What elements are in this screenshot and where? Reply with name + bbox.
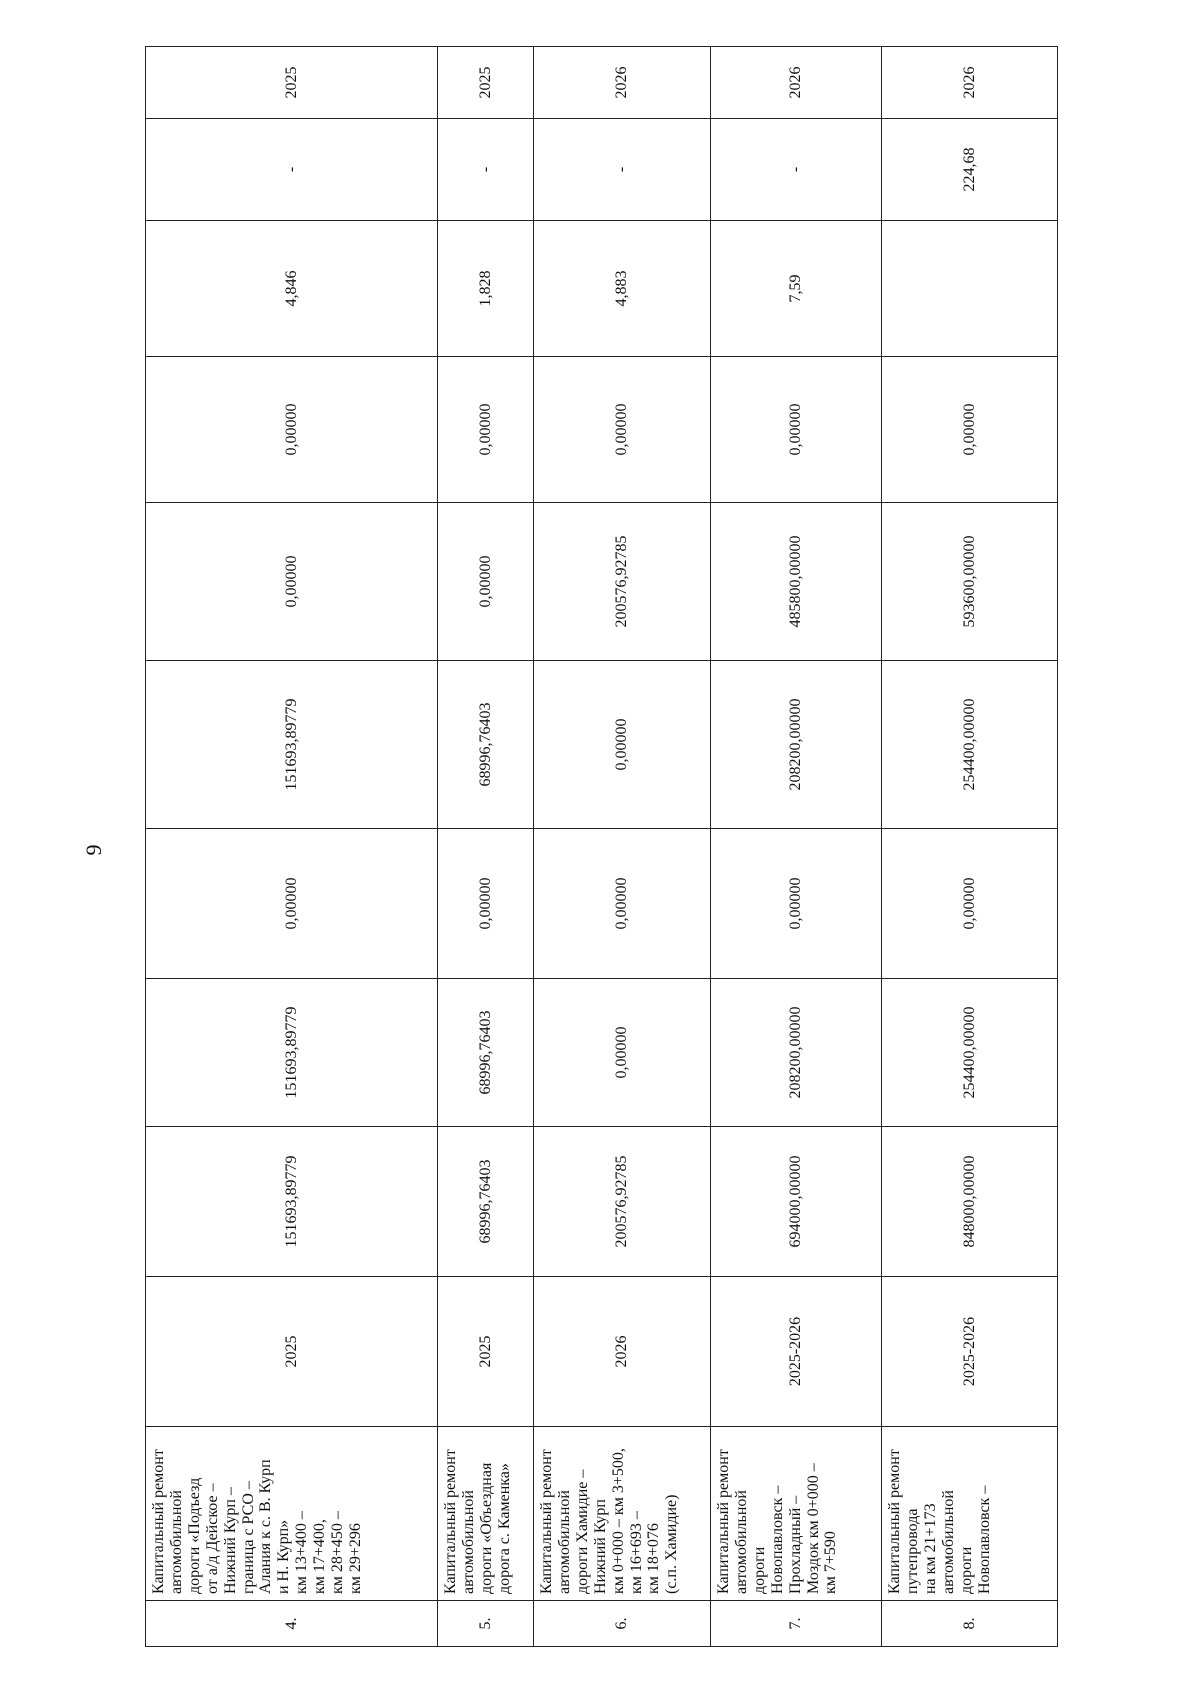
cost-cell: 485800,00000 (711, 503, 882, 661)
cost-cell: 151693,89779 (146, 661, 438, 829)
rotated-table-wrapper (145, 47, 1057, 1647)
cost-cell: 0,00000 (438, 829, 534, 979)
cost-cell: 0,00000 (711, 357, 882, 503)
cost-cell: 68996,76403 (438, 661, 534, 829)
extra-cell: - (534, 119, 711, 221)
length-cell (882, 221, 1058, 357)
extra-cell: - (438, 119, 534, 221)
year-end-cell: 2025 (438, 47, 534, 119)
object-name: Капитальный ремонт путепровода на км 21+173 автомобильной дороги Новопавловск – (882, 1427, 1058, 1601)
extra-cell: - (146, 119, 438, 221)
object-name: Капитальный ремонт автомобильной дороги «Объездная дорога с. Каменка» (438, 1427, 534, 1601)
year-end-cell: 2026 (711, 47, 882, 119)
cost-cell: 0,00000 (534, 829, 711, 979)
length-cell: 7,59 (711, 221, 882, 357)
cost-cell: 0,00000 (534, 661, 711, 829)
extra-cell: 224,68 (882, 119, 1058, 221)
years-cell: 2025 (146, 1277, 438, 1427)
page-number: 9 (81, 844, 106, 856)
cost-cell: 0,00000 (882, 829, 1058, 979)
length-cell: 4,846 (146, 221, 438, 357)
cost-cell: 0,00000 (438, 503, 534, 661)
table-row (882, 47, 1058, 1647)
cost-cell: 208200,00000 (711, 979, 882, 1127)
cost-cell: 0,00000 (146, 357, 438, 503)
cost-cell: 0,00000 (534, 979, 711, 1127)
cost-cell: 0,00000 (711, 829, 882, 979)
cost-cell: 0,00000 (146, 829, 438, 979)
row-number: 5. (438, 1601, 534, 1647)
cost-cell: 151693,89779 (146, 979, 438, 1127)
total-cost-cell: 68996,76403 (438, 1127, 534, 1277)
years-cell: 2026 (534, 1277, 711, 1427)
length-cell: 1,828 (438, 221, 534, 357)
row-number: 7. (711, 1601, 882, 1647)
cost-cell: 0,00000 (146, 503, 438, 661)
cost-cell: 200576,92785 (534, 503, 711, 661)
years-cell: 2025 (438, 1277, 534, 1427)
repair-objects-table (145, 46, 1058, 1647)
year-end-cell: 2026 (534, 47, 711, 119)
object-name: Капитальный ремонт автомобильной дороги Новопавловск – Прохладный – Моздок км 0+000 – км 7+590 (711, 1427, 882, 1601)
cost-cell: 593600,00000 (882, 503, 1058, 661)
year-end-cell: 2026 (882, 47, 1058, 119)
total-cost-cell: 151693,89779 (146, 1127, 438, 1277)
cost-cell: 0,00000 (534, 357, 711, 503)
year-end-cell: 2025 (146, 47, 438, 119)
cost-cell: 68996,76403 (438, 979, 534, 1127)
length-cell: 4,883 (534, 221, 711, 357)
cost-cell: 208200,00000 (711, 661, 882, 829)
extra-cell: - (711, 119, 882, 221)
cost-cell: 0,00000 (438, 357, 534, 503)
row-number: 4. (146, 1601, 438, 1647)
cost-cell: 254400,00000 (882, 979, 1058, 1127)
total-cost-cell: 848000,00000 (882, 1127, 1058, 1277)
table-row (534, 47, 711, 1647)
years-cell: 2025-2026 (882, 1277, 1058, 1427)
years-cell: 2025-2026 (711, 1277, 882, 1427)
cost-cell: 0,00000 (882, 357, 1058, 503)
row-number: 6. (534, 1601, 711, 1647)
row-number: 8. (882, 1601, 1058, 1647)
total-cost-cell: 200576,92785 (534, 1127, 711, 1277)
table-row (438, 47, 534, 1647)
object-name: Капитальный ремонт автомобильной дороги Хамидие – Нижний Курп км 0+000 – км 3+500, км 16+693 – км 18+076 (с.п. Хамидие) (534, 1427, 711, 1601)
total-cost-cell: 694000,00000 (711, 1127, 882, 1277)
table-row (711, 47, 882, 1647)
object-name: Капитальный ремонт автомобильной дороги «Подъезд от а/д Дейское – Нижний Курп – граница с РСО – Алания к с. В. Курп и Н. Курп» км 13+400 – км 17+400, км 28+450 – км 29+296 (146, 1427, 438, 1601)
cost-cell: 254400,00000 (882, 661, 1058, 829)
table-row (146, 47, 438, 1647)
